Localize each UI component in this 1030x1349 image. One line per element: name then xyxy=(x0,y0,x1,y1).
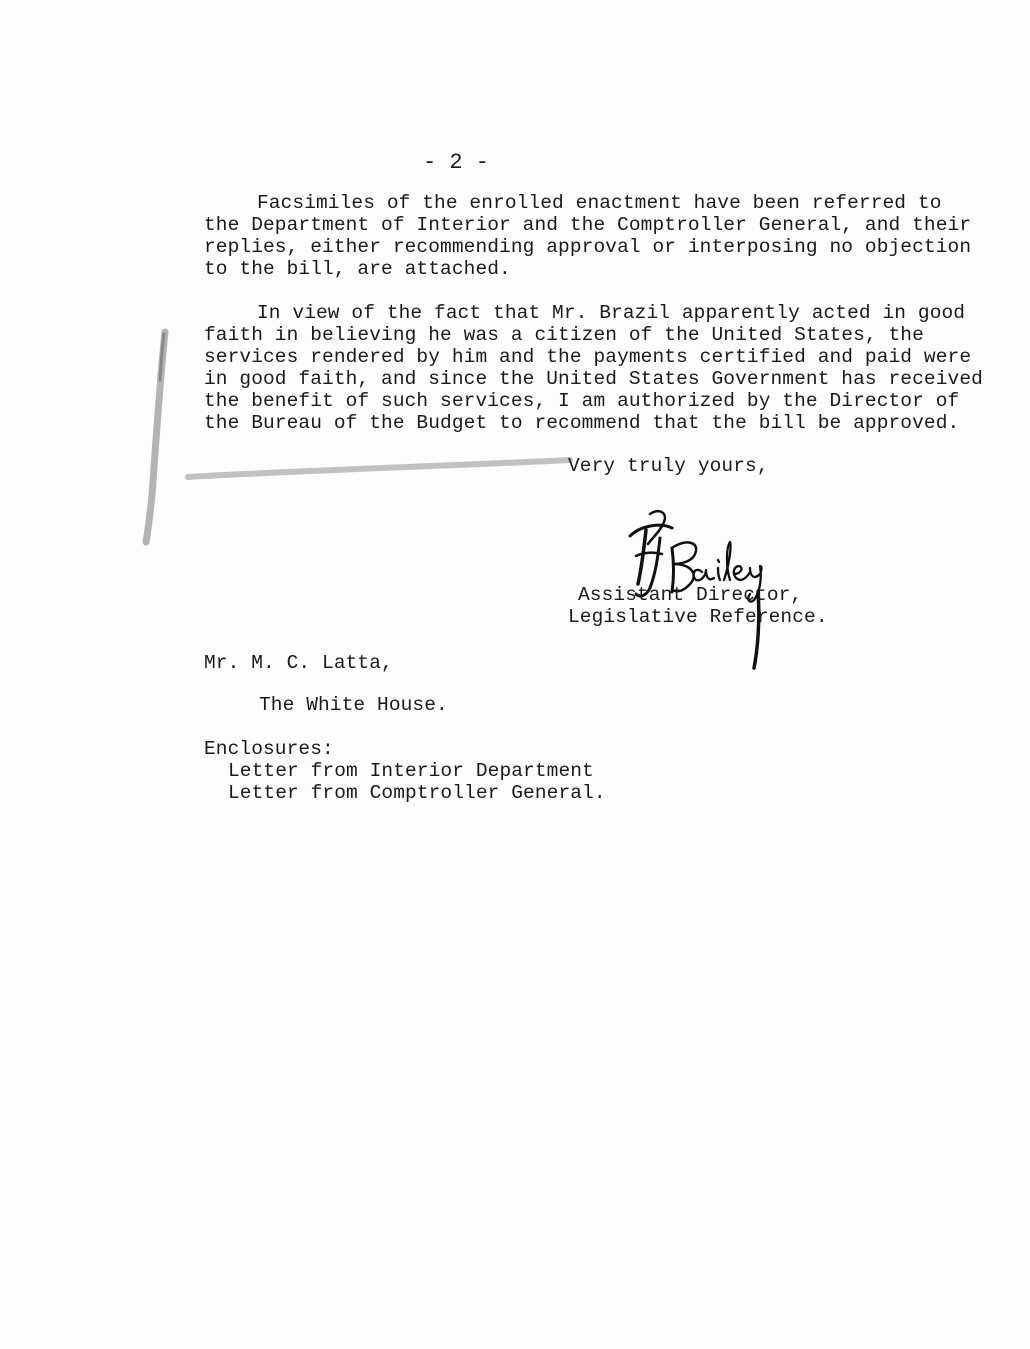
paragraph-2-line-3: services rendered by him and the payments certified and paid were xyxy=(204,346,972,368)
closing: Very truly yours, xyxy=(568,455,769,477)
enclosure-item-1: Letter from Interior Department xyxy=(228,760,594,782)
paragraph-2-line-1: In view of the fact that Mr. Brazil apparently acted in good xyxy=(257,302,966,324)
paragraph-1-line-2: the Department of Interior and the Comptroller General, and their xyxy=(204,214,972,236)
paragraph-1-line-3: replies, either recommending approval or interposing no objection xyxy=(204,236,972,258)
signer-division: Legislative Reference. xyxy=(568,606,828,628)
paragraph-1-line-1: Facsimiles of the enrolled enactment have been referred to xyxy=(257,192,942,214)
enclosure-item-2: Letter from Comptroller General. xyxy=(228,782,606,804)
paragraph-2-line-4: in good faith, and since the United States Government has received xyxy=(204,368,983,390)
addressee-name: Mr. M. C. Latta, xyxy=(204,652,393,674)
paragraph-2-line-5: the benefit of such services, I am authorized by the Director of xyxy=(204,390,960,412)
paragraph-2-line-6: the Bureau of the Budget to recommend that the bill be approved. xyxy=(204,412,960,434)
addressee-place: The White House. xyxy=(259,694,448,716)
paragraph-2-line-2: faith in believing he was a citizen of the United States, the xyxy=(204,324,924,346)
page-number: - 2 - xyxy=(423,150,490,175)
signer-title: Assistant Director, xyxy=(578,584,803,606)
paragraph-1-line-4: to the bill, are attached. xyxy=(204,258,511,280)
enclosures-label: Enclosures: xyxy=(204,738,334,760)
